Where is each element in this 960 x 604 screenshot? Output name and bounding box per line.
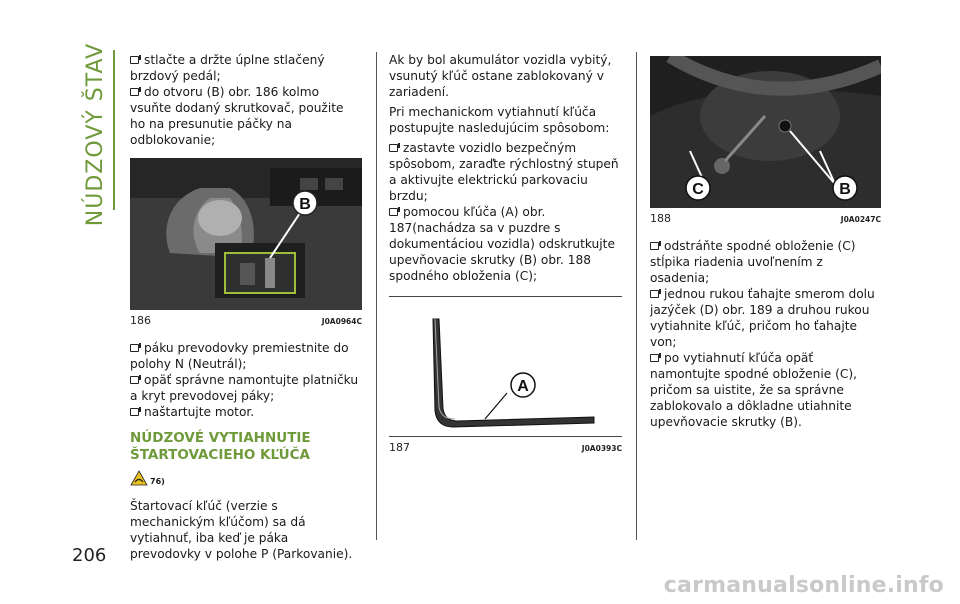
bullet-icon xyxy=(130,88,139,96)
list-item: pomocou kľúča (A) obr. 187(nachádza sa v puzdre s dokumentáciou vozidla) odskrutkujte upevňovacie skrutky (B) obr. 188 spodného obloženia (C); xyxy=(389,205,615,283)
bullet-icon xyxy=(389,144,398,152)
list-item: opäť správne namontujte platničku a kryt prevodovej páky; xyxy=(130,373,359,403)
figure-188 xyxy=(650,56,881,228)
section-rule xyxy=(113,50,115,210)
body-text: Ak by bol akumulátor vozidla vybitý, vsunutý kľúč ostane zablokovaný v zariadení. xyxy=(389,53,612,99)
body-text: Štartovací kľúč (verzie s mechanickým kľúčom) sa dá vytiahnuť, iba keď je páka prevodovky v polohe P (Parkovanie). xyxy=(130,499,353,561)
allen-key-drawing xyxy=(389,296,622,436)
figure-code: J0A0393C xyxy=(581,444,622,453)
column-2 xyxy=(389,52,622,457)
list-item: do otvoru (B) obr. 186 kolmo vsuňte dodaný skrutkovač, použite ho na presunutie páčky na odblokovanie; xyxy=(130,85,344,147)
figure-code: J0A0247C xyxy=(840,215,881,224)
figure-number: 186 xyxy=(130,314,151,327)
figure-code: J0A0964C xyxy=(321,317,362,326)
watermark: carmanualsonline.info xyxy=(663,573,944,598)
figure-186 xyxy=(130,158,362,330)
warning-reference: 76) xyxy=(130,470,362,490)
callout-b: B xyxy=(839,181,851,198)
list-item: páku prevodovky premiestnite do polohy N (Neutrál); xyxy=(130,341,349,371)
figure-number: 187 xyxy=(389,441,410,454)
column-3 xyxy=(650,52,881,430)
bullet-icon xyxy=(650,290,659,298)
bullet-icon xyxy=(130,56,139,64)
section-title-text: NÚDZOVÝ ŠTAV xyxy=(83,42,109,226)
body-text: Pri mechanickom vytiahnutí kľúča postupujte nasledujúcim spôsobom: xyxy=(389,105,610,135)
bullet-icon xyxy=(650,354,659,362)
list-item: odstráňte spodné obloženie (C) stĺpika riadenia uvoľnením z osadenia; xyxy=(650,239,856,285)
section-title xyxy=(79,42,113,226)
bullet-icon xyxy=(389,208,398,216)
list-item: zastavte vozidlo bezpečným spôsobom, zaraďte rýchlostný stupeň a aktivujte elektrickú parkovaciu brzdu; xyxy=(389,141,619,203)
bullet-icon xyxy=(130,376,139,384)
section-heading: NÚDZOVÉ VYTIAHNUTIE ŠTARTOVACIEHO KĽÚČA xyxy=(130,430,311,463)
callout-c: C xyxy=(692,181,704,198)
list-item: stlačte a držte úplne stlačený brzdový pedál; xyxy=(130,53,325,83)
callout-a: A xyxy=(517,378,529,395)
bullet-icon xyxy=(130,344,139,352)
list-item: jednou rukou ťahajte smerom dolu jazýček (D) obr. 189 a druhou rukou vytiahnite kľúč, pričom ho ťahajte von; xyxy=(650,287,875,349)
warning-icon xyxy=(130,470,148,486)
column-divider xyxy=(636,52,637,540)
column-1 xyxy=(130,52,362,566)
figure-number: 188 xyxy=(650,212,671,225)
column-divider xyxy=(376,52,377,540)
steering-column-photo xyxy=(650,56,881,208)
callout-b: B xyxy=(299,196,311,213)
bullet-icon xyxy=(130,408,139,416)
list-item: po vytiahnutí kľúča opäť namontujte spodné obloženie (C), pričom sa uistite, že sa správne zablokovalo a dôkladne utiahnite upevňovacie skrutky (B). xyxy=(650,351,857,429)
list-item: naštartujte motor. xyxy=(130,404,362,420)
page-number: 206 xyxy=(72,545,107,566)
bullet-icon xyxy=(650,242,659,250)
figure-187 xyxy=(389,296,622,457)
gear-shift-photo xyxy=(130,158,362,310)
